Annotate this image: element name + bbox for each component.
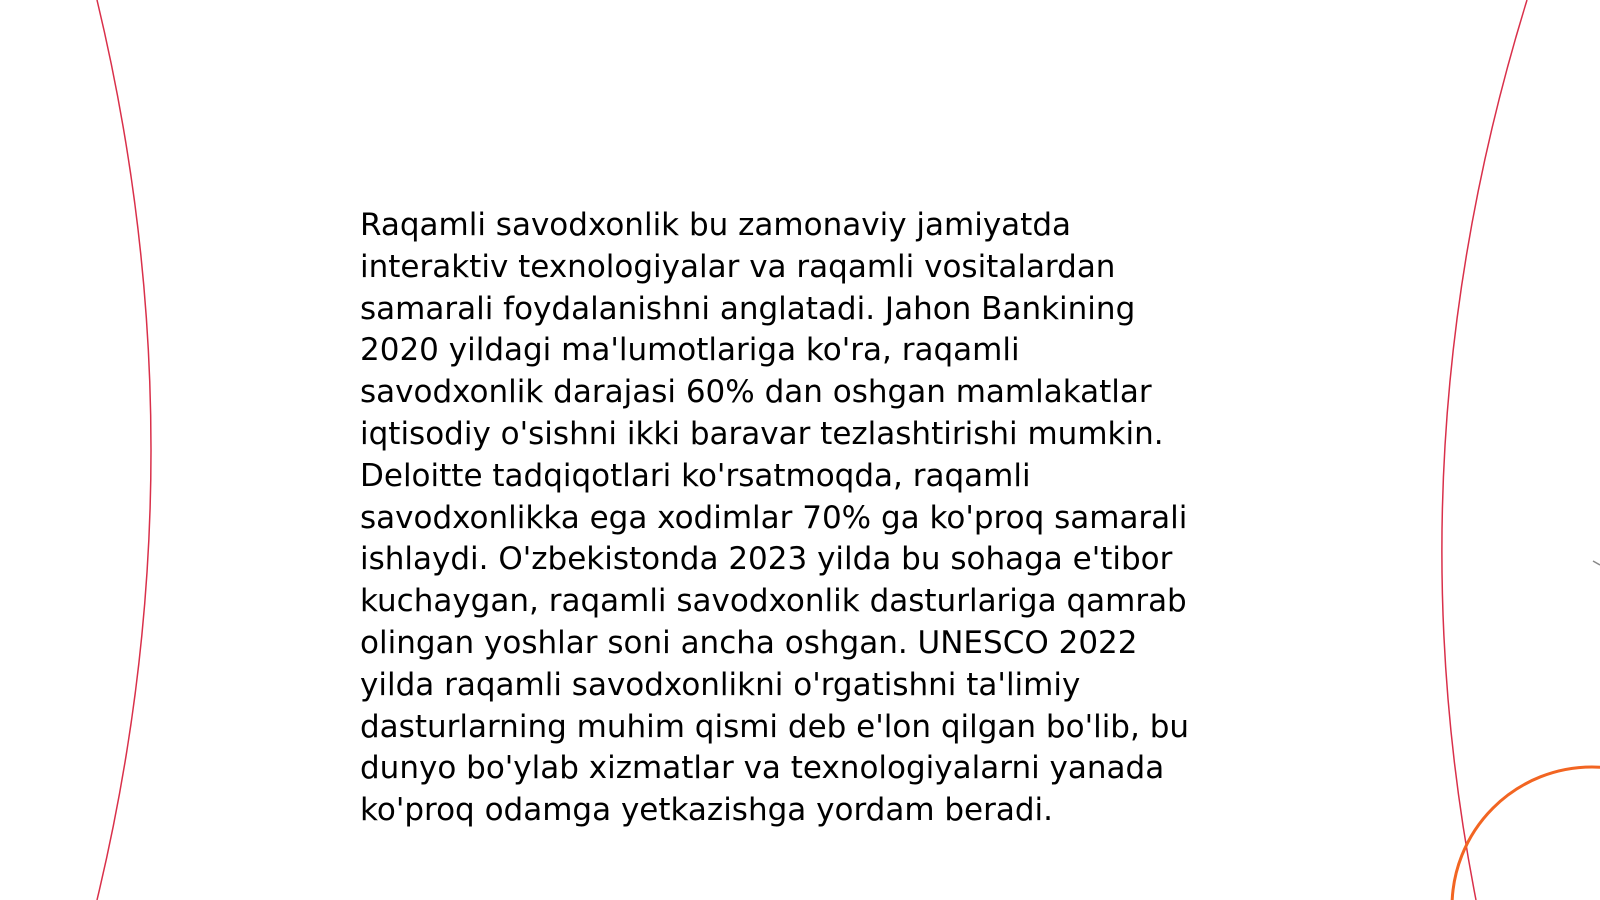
right-curve-line bbox=[1442, 0, 1527, 900]
body-paragraph: Raqamli savodxonlik bu zamonaviy jamiyatda interaktiv texnologiyalar va raqamli vositalardan samarali foydalanishni anglatadi. Jahon Bankining 2020 yildagi ma'lumotlariga ko'ra, raqamli savodxonlik darajasi 60% dan oshgan mamlakatlar iqtisodiy o'sishni ikki baravar tezlashtirishi mumkin. Deloitte tadqiqotlari ko'rsatmoqda, raqamli savodxonlikka ega xodimlar 70% ga ko'proq samarali ishlaydi. O'zbekistonda 2023 yilda bu sohaga e'tibor kuchaygan, raqamli savodxonlik dasturlariga qamrab olingan yoshlar soni ancha oshgan. UNESCO 2022 yilda raqamli savodxonlikni o'rgatishni ta'limiy dasturlarning muhim qismi deb e'lon qilgan bo'lib, bu dunyo bo'ylab xizmatlar va texnologiyalarni yanada ko'proq odamga yetkazishga yordam beradi. bbox=[360, 207, 1190, 829]
tick-mark bbox=[1593, 561, 1600, 565]
accent-ring bbox=[1452, 767, 1600, 900]
left-curve-line bbox=[97, 0, 151, 900]
